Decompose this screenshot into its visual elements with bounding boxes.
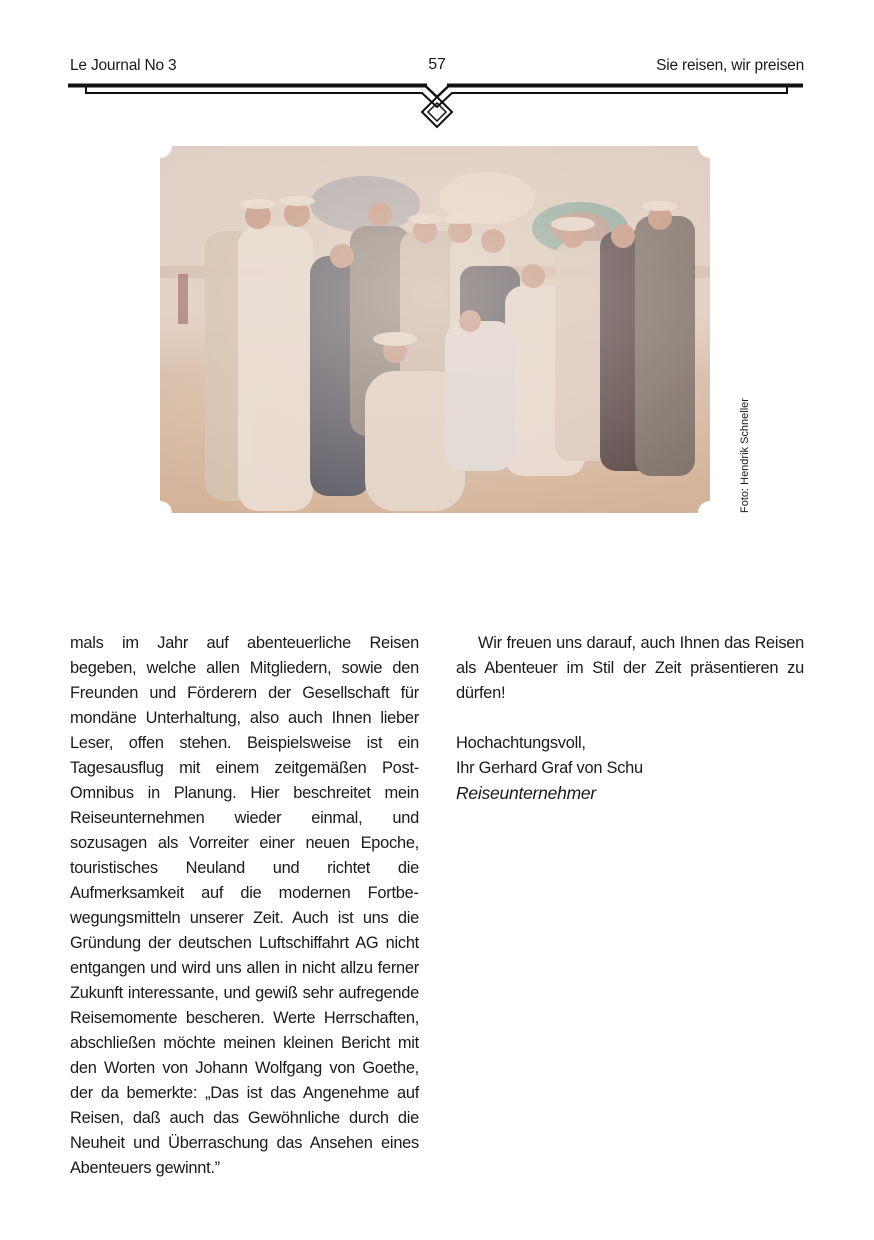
salutation: Hochachtungsvoll, <box>456 734 586 752</box>
beach-group-photograph <box>160 146 710 513</box>
closing-block <box>456 731 804 806</box>
page-number: 57 <box>428 56 446 73</box>
article-right-column <box>456 631 804 806</box>
closing-paragraph: Wir freuen uns darauf, auch Ihnen das Reisen als Abenteuer im Stil der Zeit präsentieren zu dürfen! <box>456 634 804 702</box>
signature-role: Reiseunternehmer <box>456 783 596 803</box>
art-deco-header-ornament <box>0 78 874 134</box>
photo-credit: Foto: Hendrik Schneller <box>739 398 751 513</box>
header-journal-title: Le Journal No 3 <box>70 57 177 74</box>
group-photo <box>160 146 710 513</box>
signature: Ihr Gerhard Graf von Schu <box>456 759 643 777</box>
header-section-title: Sie reisen, wir preisen <box>656 57 804 74</box>
article-left-column: mals im Jahr auf abenteuerliche Reisen begeben, welche allen Mitgliedern, sowie den Freunden und Förderern der Gesellschaft für mondäne Unterhaltung, also auch Ihnen lieber Leser, offen stehen. Beispielsweise ist ein Tagesausflug mit einem zeitgemäßen Post-Omnibus in Planung. Hier beschreitet mein Reiseunternehmen wieder einmal, und sozusagen als Vorreiter einer neuen Epoche, touristisches Neuland und richtet die Aufmerksamkeit auf die modernen Fortbewegungsmitteln unserer Zeit. Auch ist uns die Gründung der deutschen Luftschiffahrt AG nicht entgangen und wird uns allen in nicht allzu ferner Zukunft interessante, und gewiß sehr aufregende Reisemomente bescheren. Werte Herrschaften, abschließen möchte meinen kleinen Bericht mit den Worten von Johann Wolfgang von Goethe, der da bemerkte: „Das ist das Angenehme auf Reisen, daß auch das Gewöhnliche durch die Neuheit und Überraschung das Ansehen eines Abenteuers gewinnt.” <box>70 634 419 1177</box>
